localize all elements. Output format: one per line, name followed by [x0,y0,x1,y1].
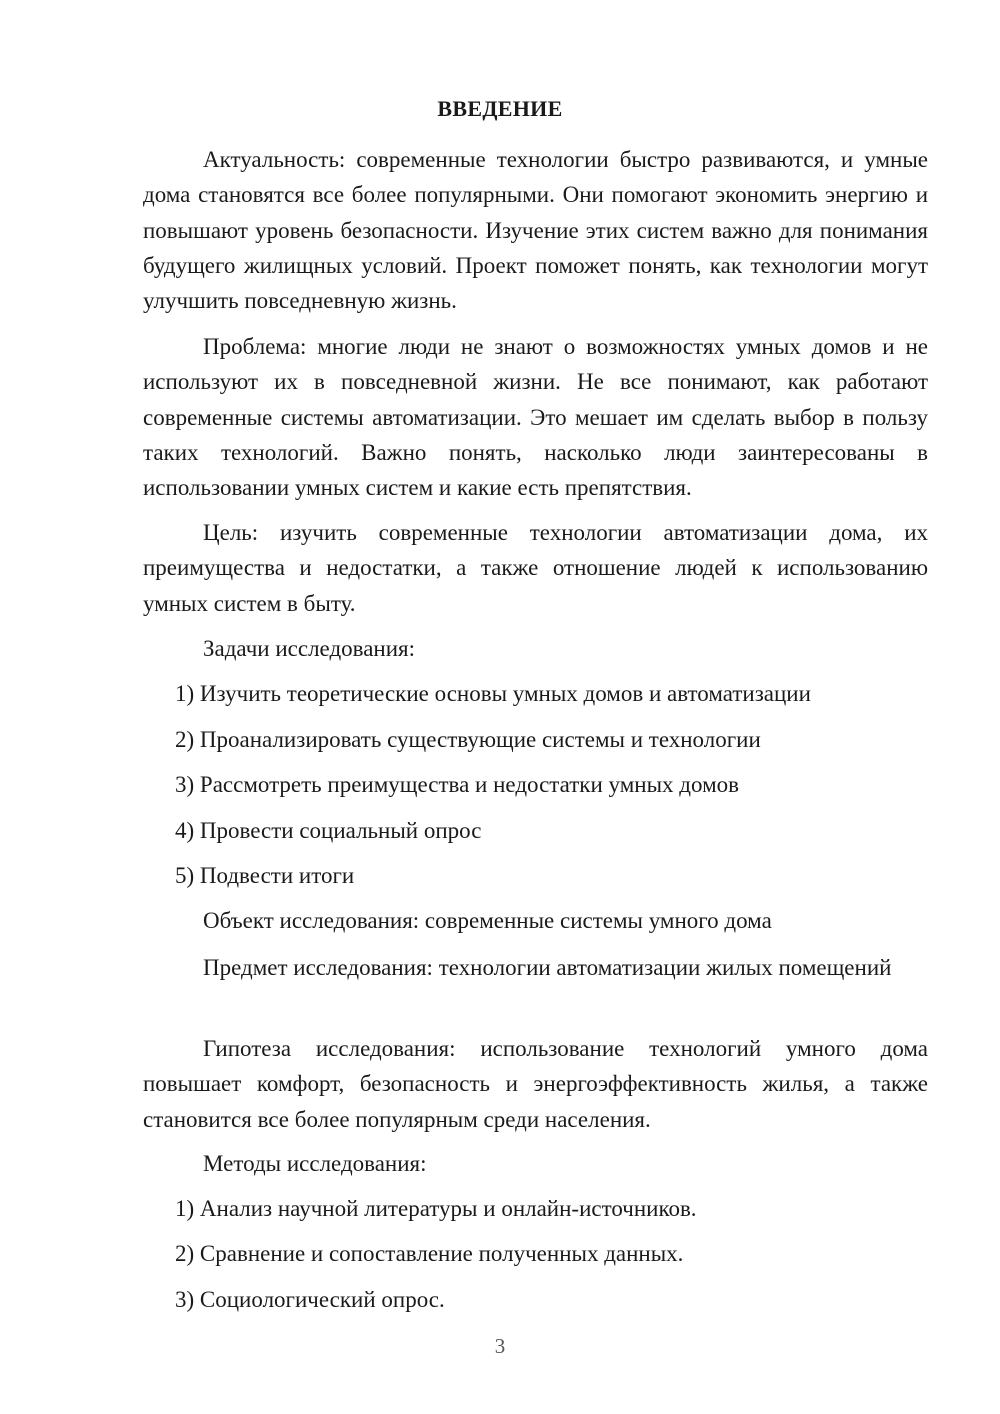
method-item-2: 2) Сравнение и сопоставление полученных данных. [175,1241,684,1266]
task-item-5: 5) Подвести итоги [175,863,355,888]
object-line: Объект исследования: современные системы умного дома [203,908,772,933]
methods-heading: Методы исследования: [203,1151,427,1176]
method-item-3: 3) Социологический опрос. [175,1287,445,1312]
tasks-heading: Задачи исследования: [203,636,416,661]
paragraph-subject: Предмет исследования: технологии автоматизации жилых помещений [203,955,892,980]
task-item-1: 1) Изучить теоретические основы умных домов и автоматизации [175,681,811,706]
paragraph-problem: Проблема: многие люди не знают о возможностях умных домов и не используют их в повседневной жизни. Не все понимают, как работают современные системы автоматизации. Это мешает им сделать выбор в пользу таких технологий. Важно понять, насколько люди заинтересованы в использовании умных систем и какие есть препятствия. [143,334,928,501]
page-number: 3 [494,1334,506,1358]
paragraph-goal: Цель: изучить современные технологии автоматизации дома, их преимущества и недостатки, а также отношение людей к использованию умных систем в быту. [143,520,928,616]
task-item-3: 3) Рассмотреть преимущества и недостатки умных домов [175,772,739,797]
method-item-1: 1) Анализ научной литературы и онлайн-источников. [175,1196,697,1221]
paragraph-relevance: Актуальность: современные технологии быстро развиваются, и умные дома становятся все более популярными. Они помогают экономить энергию и повышают уровень безопасности. Изучение этих систем важно для понимания будущего жилищных условий. Проект поможет понять, как технологии могут улучшить повседневную жизнь. [143,147,928,314]
task-item-2: 2) Проанализировать существующие системы и технологии [175,727,761,752]
paragraph-hypothesis: Гипотеза исследования: использование технологий умного дома повышает комфорт, безопасность и энергоэффективность жилья, а также становится все более популярным среди населения. [143,1036,928,1132]
page-title: ВВЕДЕНИЕ [437,96,563,121]
task-item-4: 4) Провести социальный опрос [175,818,482,843]
